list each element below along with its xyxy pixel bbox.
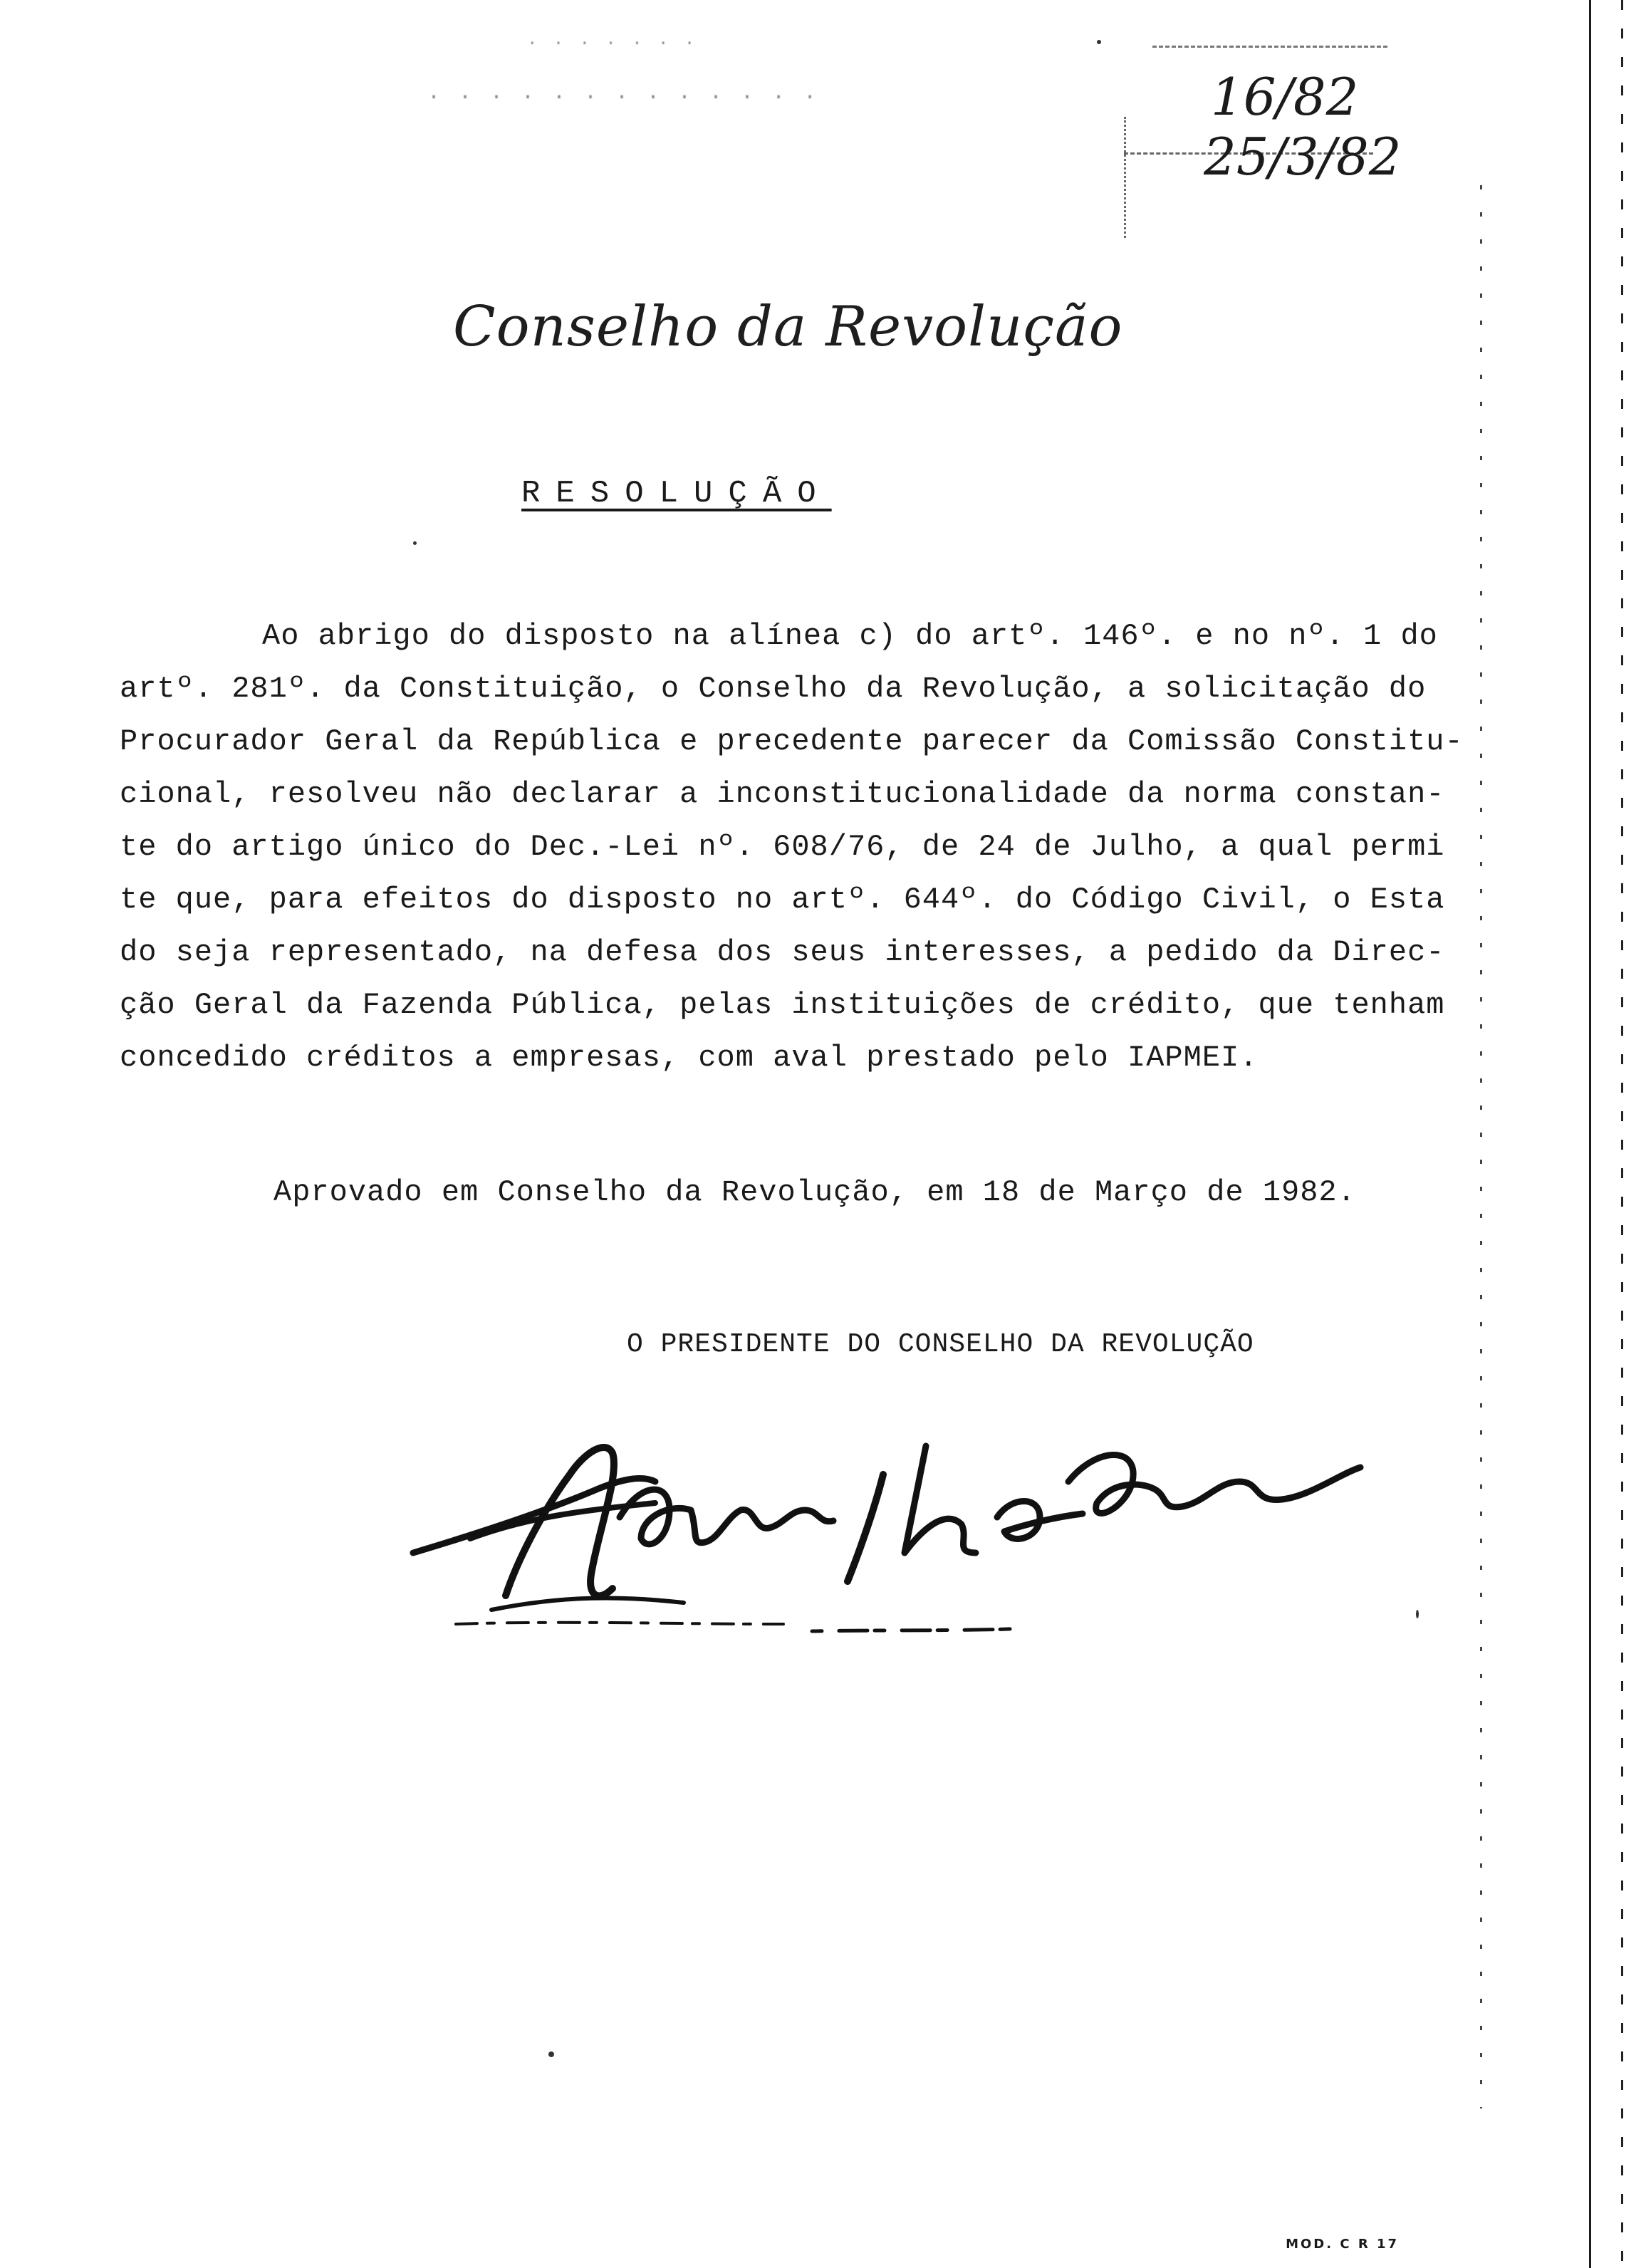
form-code: MOD. C R 17: [1286, 2237, 1399, 2252]
body-line: Procurador Geral da República e precedente parecer da Comissão Constitu-: [120, 724, 1464, 759]
reference-number: 16/82: [1211, 67, 1359, 127]
faded-text: · · · · · · ·: [527, 34, 698, 53]
page-fold-mark: [1480, 185, 1482, 2108]
resolution-body: [120, 610, 1464, 1084]
body-line: ção Geral da Fazenda Pública, pelas instituições de crédito, que tenham: [120, 988, 1445, 1022]
council-letterhead: Conselho da Revolução: [453, 295, 1123, 359]
handwritten-signature: [385, 1339, 1382, 1653]
faded-text: · · · · · · · · · · · · ·: [427, 85, 820, 110]
scan-speck: [1097, 40, 1101, 44]
body-line: artº. 281º. da Constituição, o Conselho da Revolução, a solicitação do: [120, 672, 1427, 706]
scan-speck: [1416, 1610, 1419, 1618]
body-line: Ao abrigo do disposto na alínea c) do artº. 146º. e no nº. 1 do: [262, 619, 1438, 653]
scan-speck: [413, 541, 417, 545]
body-line: te do artigo único do Dec.-Lei nº. 608/76, de 24 de Julho, a qual permi: [120, 830, 1445, 864]
body-line: te que, para efeitos do disposto no artº. 644º. do Código Civil, o Esta: [120, 883, 1445, 917]
signatory-title: O PRESIDENTE DO CONSELHO DA REVOLUÇÃO: [627, 1329, 1254, 1360]
document-title: RESOLUÇÃO: [521, 476, 832, 511]
body-line: do seja representado, na defesa dos seus interesses, a pedido da Direc-: [120, 935, 1445, 969]
reference-date: 25/3/82: [1204, 127, 1402, 187]
body-line: cional, resolveu não declarar a inconstitucionalidade da norma constan-: [120, 777, 1445, 811]
approval-statement: Aprovado em Conselho da Revolução, em 18 de Março de 1982.: [274, 1175, 1356, 1210]
page-edge-scan-artifact: [1589, 0, 1641, 2268]
scan-speck: [548, 2051, 554, 2057]
body-line: concedido créditos a empresas, com aval prestado pelo IAPMEI.: [120, 1041, 1259, 1075]
